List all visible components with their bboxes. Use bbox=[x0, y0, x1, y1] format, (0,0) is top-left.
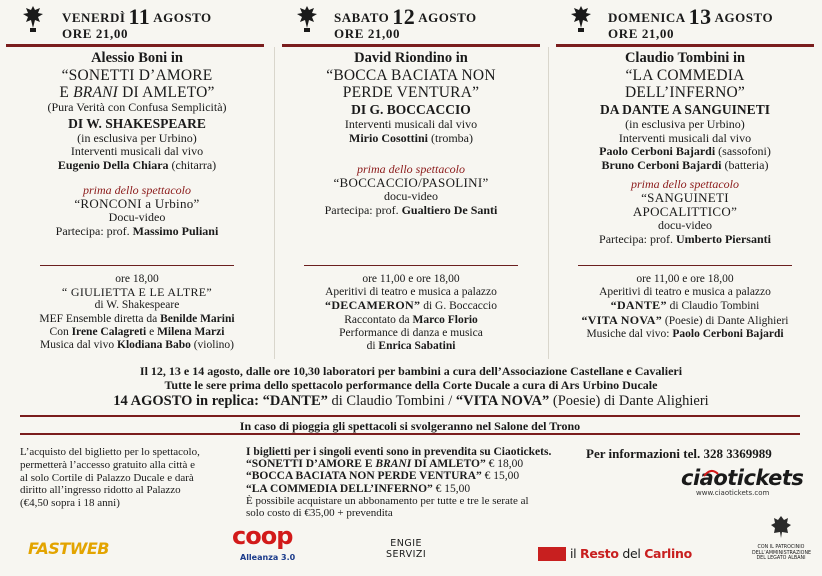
music-credit bbox=[4, 159, 270, 173]
musician-role: (batteria) bbox=[721, 157, 769, 172]
divider bbox=[304, 265, 518, 266]
pre-show-label: prima dello spettacolo bbox=[357, 162, 465, 176]
show-title-line-2: PERDE VENTURA” bbox=[342, 84, 480, 101]
name: Klodiana Babo bbox=[117, 339, 191, 352]
resto-del-carlino-logo bbox=[538, 546, 692, 564]
patronage-logo bbox=[752, 515, 810, 562]
show-by: DI W. SHAKESPEARE bbox=[68, 115, 206, 131]
month: AGOSTO bbox=[153, 10, 212, 25]
evening-show bbox=[278, 50, 544, 217]
name: Benilde Marini bbox=[160, 312, 235, 325]
text: (violino) bbox=[190, 339, 234, 352]
price-item bbox=[246, 470, 576, 482]
music-credit bbox=[552, 159, 818, 173]
text: e bbox=[146, 325, 158, 338]
show-by: DI G. BOCCACCIO bbox=[351, 102, 471, 117]
engie-line-2: SERVIZI bbox=[386, 549, 427, 560]
ticket-info bbox=[20, 446, 240, 510]
show-exclusive: (in esclusiva per Urbino) bbox=[625, 117, 745, 131]
info-line: Il 12, 13 e 14 agosto, dalle ore 10,30 laboratori per bambini a cura dell’Associazione Castellane e Cavalieri bbox=[139, 364, 683, 378]
event-title-tail: di G. Boccaccio bbox=[420, 300, 497, 313]
event-title-tail: di Claudio Tombini bbox=[666, 300, 760, 313]
music-label: Interventi musicali dal vivo bbox=[70, 144, 204, 158]
music-label: Interventi musicali dal vivo bbox=[618, 130, 752, 145]
name: Milena Marzi bbox=[157, 325, 225, 338]
text: (Poesie) di Dante Alighieri bbox=[549, 393, 709, 409]
rain-notice-text: In caso di pioggia gli spettacoli si svolgeranno nel Salone del Trono bbox=[239, 419, 581, 433]
event-title-tail: (Poesie) di Dante Alighieri bbox=[662, 314, 789, 327]
event-line bbox=[4, 326, 270, 339]
guest-label: Partecipa: prof. bbox=[324, 202, 402, 217]
coat-of-arms-icon bbox=[770, 515, 792, 539]
event-title: “ GIULIETTA E LE ALTRE” bbox=[61, 285, 213, 300]
weekday: SABATO bbox=[334, 10, 390, 25]
guest-label: Partecipa: prof. bbox=[55, 223, 133, 238]
musician-name: Eugenio Della Chiara bbox=[57, 157, 169, 172]
show-author: David Riondino in bbox=[354, 50, 468, 66]
general-info bbox=[0, 364, 822, 410]
musician-role: (tromba) bbox=[428, 130, 473, 145]
event-time: ore 11,00 e ore 18,00 bbox=[636, 273, 734, 285]
prices-intro bbox=[246, 446, 576, 458]
event-title-line bbox=[552, 314, 818, 328]
rain-notice bbox=[20, 415, 800, 435]
engie-logo bbox=[386, 538, 426, 560]
day-date bbox=[334, 4, 477, 29]
event-line bbox=[4, 313, 270, 326]
coop-wordmark: coop bbox=[232, 522, 293, 550]
day-column-saturday bbox=[274, 0, 548, 366]
column-separator bbox=[548, 47, 549, 359]
logo-arc-icon bbox=[703, 469, 719, 477]
ticket-vendor: Ciaotickets bbox=[493, 446, 549, 458]
text: di bbox=[366, 340, 379, 353]
day-column-friday bbox=[0, 0, 274, 366]
event-line bbox=[278, 340, 544, 353]
text: “BOCCA BACIATA NON PERDE VENTURA” bbox=[246, 470, 482, 483]
day-header bbox=[576, 4, 818, 40]
show-note: (Pura Verità con Confusa Semplicità) bbox=[47, 100, 227, 114]
pre-show-label: prima dello spettacolo bbox=[631, 177, 739, 191]
pre-show-guest bbox=[278, 204, 544, 218]
title: “DANTE” bbox=[262, 393, 328, 409]
musician-role: (sassofoni) bbox=[715, 144, 771, 158]
engie-line-1: ENGIE bbox=[390, 538, 422, 549]
musician-name: Paolo Cerboni Bajardi bbox=[599, 144, 716, 158]
name: Enrica Sabatini bbox=[378, 340, 456, 353]
text: Musiche dal vivo: bbox=[586, 327, 673, 340]
divider bbox=[556, 44, 814, 47]
weekday: DOMENICA bbox=[608, 10, 686, 25]
guest-label: Partecipa: prof. bbox=[599, 231, 676, 246]
day-time: ORE 21,00 bbox=[608, 26, 675, 41]
show-author: Alessio Boni in bbox=[91, 50, 183, 66]
event-line: Performance di danza e musica bbox=[339, 326, 483, 339]
divider bbox=[282, 44, 540, 47]
show-title-line-2 bbox=[4, 84, 270, 101]
show-exclusive: (in esclusiva per Urbino) bbox=[77, 130, 197, 145]
show-title-italic: BRANI bbox=[73, 84, 119, 101]
name: Irene Calagreti bbox=[71, 325, 147, 338]
event-time: ore 18,00 bbox=[115, 273, 159, 285]
day-number: 12 bbox=[392, 4, 416, 29]
show-title-part: DI AMLETO” bbox=[118, 84, 215, 101]
event-title-line bbox=[278, 299, 544, 313]
ticket-info-line: L’acquisto del biglietto per lo spettacolo, bbox=[20, 446, 200, 458]
phone-info: Per informazioni tel. 328 3369989 bbox=[586, 446, 772, 461]
event-line bbox=[278, 314, 544, 327]
pre-show-type: Docu-video bbox=[108, 210, 166, 224]
event-line: Aperitivi di teatro e musica a palazzo bbox=[599, 286, 771, 299]
pre-show-guest bbox=[4, 225, 270, 239]
pre-show-guest bbox=[552, 233, 818, 247]
text: “SONETTI D’AMORE E bbox=[246, 458, 376, 471]
coop-subtitle: Alleanza 3.0 bbox=[240, 553, 296, 562]
day-time: ORE 21,00 bbox=[334, 26, 401, 41]
day-date bbox=[608, 4, 774, 29]
fastweb-logo: FASTWEB bbox=[28, 539, 109, 558]
newspaper-badge-icon bbox=[538, 547, 566, 561]
price: € 15,00 bbox=[432, 482, 471, 495]
aperitivo-event bbox=[278, 273, 544, 353]
text: BRANI bbox=[375, 458, 412, 471]
divider bbox=[6, 44, 264, 47]
pre-show-type: docu-video bbox=[384, 189, 438, 203]
subscription-line: È possibile acquistare un abbonamento per tutte e tre le serate al bbox=[246, 494, 529, 507]
ticket-info-line: (€4,50 sopra i 18 anni) bbox=[20, 497, 120, 510]
eagle-icon bbox=[296, 4, 318, 34]
aperitivo-event bbox=[552, 273, 818, 341]
month: AGOSTO bbox=[418, 10, 477, 25]
text: del bbox=[618, 546, 645, 561]
guest-name: Gualtiero De Santi bbox=[401, 202, 498, 217]
price-item bbox=[246, 483, 576, 495]
show-author: Claudio Tombini in bbox=[624, 50, 746, 66]
event-time: ore 11,00 e ore 18,00 bbox=[362, 273, 460, 285]
show-title-line-1: “LA COMMEDIA bbox=[625, 67, 745, 84]
text: il bbox=[570, 546, 581, 561]
text: di Claudio Tombini / bbox=[327, 393, 456, 409]
info-line: Tutte le sere prima dello spettacolo performance della Corte Ducale a cura di Ars Urbino Ducale bbox=[164, 378, 658, 392]
ciaotickets-url: www.ciaotickets.com bbox=[696, 489, 770, 497]
text: Musica dal vivo bbox=[40, 339, 118, 352]
pre-show-title-line-1: “SANGUINETI bbox=[641, 190, 729, 205]
ticket-info-line: al solo Cortile di Palazzo Ducale e darà bbox=[20, 471, 194, 484]
text: “LA COMMEDIA DELL’INFERNO” bbox=[246, 482, 433, 495]
pre-show-title-line-2: APOCALITTICO” bbox=[632, 204, 738, 219]
evening-show bbox=[552, 50, 818, 246]
musician-name: Mirio Cosottini bbox=[349, 130, 428, 145]
text: I biglietti per i singoli eventi sono in prevendita su bbox=[246, 446, 494, 458]
text: Carlino bbox=[644, 546, 692, 561]
text: Con bbox=[49, 325, 72, 338]
event-title: “VITA NOVA” bbox=[581, 312, 663, 327]
event-title-line bbox=[552, 299, 818, 313]
text: DI AMLETO” bbox=[411, 458, 486, 471]
event-line: Aperitivi di teatro e musica a palazzo bbox=[325, 286, 497, 299]
column-separator bbox=[274, 47, 275, 359]
text: . bbox=[548, 446, 552, 458]
event-title: “DANTE” bbox=[610, 298, 667, 313]
music-label: Interventi musicali dal vivo bbox=[344, 117, 478, 131]
ciaotickets-wordmark: ciaotickets bbox=[681, 466, 804, 490]
event-title: “DECAMERON” bbox=[325, 298, 421, 313]
music-credit bbox=[278, 132, 544, 146]
event-line bbox=[4, 339, 270, 352]
title: “VITA NOVA” bbox=[455, 393, 550, 409]
divider bbox=[578, 265, 792, 266]
weekday: VENERDÌ bbox=[62, 10, 126, 25]
day-number: 11 bbox=[128, 4, 151, 29]
day-number: 13 bbox=[688, 4, 712, 29]
guest-name: Umberto Piersanti bbox=[675, 231, 771, 246]
text: 14 AGOSTO in replica: bbox=[113, 393, 263, 409]
divider bbox=[40, 265, 234, 266]
musician-role: (chitarra) bbox=[168, 157, 217, 172]
contact-info bbox=[586, 446, 806, 462]
text: Raccontato da bbox=[344, 313, 413, 326]
eagle-icon bbox=[570, 4, 592, 34]
evening-show bbox=[4, 50, 270, 238]
musician-name: Bruno Cerboni Bajardi bbox=[601, 157, 722, 172]
name: Paolo Cerboni Bajardi bbox=[672, 327, 784, 340]
event-line: di W. Shakespeare bbox=[94, 299, 180, 312]
subscription-line: solo costo di €35,00 + prevendita bbox=[246, 507, 393, 520]
show-title-line-2: DELL’INFERNO” bbox=[625, 84, 745, 101]
show-title-part: E bbox=[59, 84, 74, 101]
text: Resto bbox=[580, 546, 619, 561]
price: € 15,00 bbox=[481, 470, 520, 483]
day-column-sunday bbox=[548, 0, 822, 366]
ticket-info-line: permetterà l’accesso gratuito alla città e bbox=[20, 458, 195, 471]
ciaotickets-logo bbox=[681, 466, 804, 500]
afternoon-event bbox=[4, 273, 270, 352]
price: € 18,00 bbox=[485, 458, 524, 471]
pre-show-title: “BOCCACCIO/PASOLINI” bbox=[333, 175, 489, 190]
eagle-icon bbox=[22, 4, 44, 34]
pre-show-label: prima dello spettacolo bbox=[83, 183, 191, 197]
show-by: DA DANTE A SANGUINETI bbox=[600, 102, 770, 117]
text: MEF Ensemble diretta da bbox=[39, 312, 161, 325]
day-date bbox=[62, 4, 212, 29]
pre-show-title: “RONCONI a Urbino” bbox=[74, 196, 200, 211]
price-item bbox=[246, 458, 576, 470]
music-credit bbox=[552, 145, 818, 159]
show-title-line-1: “SONETTI D’AMORE bbox=[61, 67, 213, 84]
day-time: ORE 21,00 bbox=[62, 26, 129, 41]
show-title-line-1: “BOCCA BACIATA NON bbox=[326, 67, 496, 84]
day-header bbox=[302, 4, 544, 40]
guest-name: Massimo Puliani bbox=[132, 223, 219, 238]
event-line bbox=[552, 328, 818, 341]
ticket-prices bbox=[246, 446, 576, 519]
replica-line bbox=[0, 393, 822, 410]
resto-del-carlino-wordmark bbox=[570, 546, 692, 561]
coop-logo bbox=[232, 523, 298, 565]
name: Marco Florio bbox=[412, 313, 478, 326]
ticket-info-line: diritto all’ingresso ridotto al Palazzo bbox=[20, 484, 181, 497]
day-header bbox=[28, 4, 270, 40]
month: AGOSTO bbox=[714, 10, 774, 25]
pre-show-type: docu-video bbox=[658, 218, 712, 232]
patronage-text: CON IL PATROCINIO DELL’AMMINISTRAZIONE DEL LEGATO ALBANI bbox=[752, 545, 812, 561]
